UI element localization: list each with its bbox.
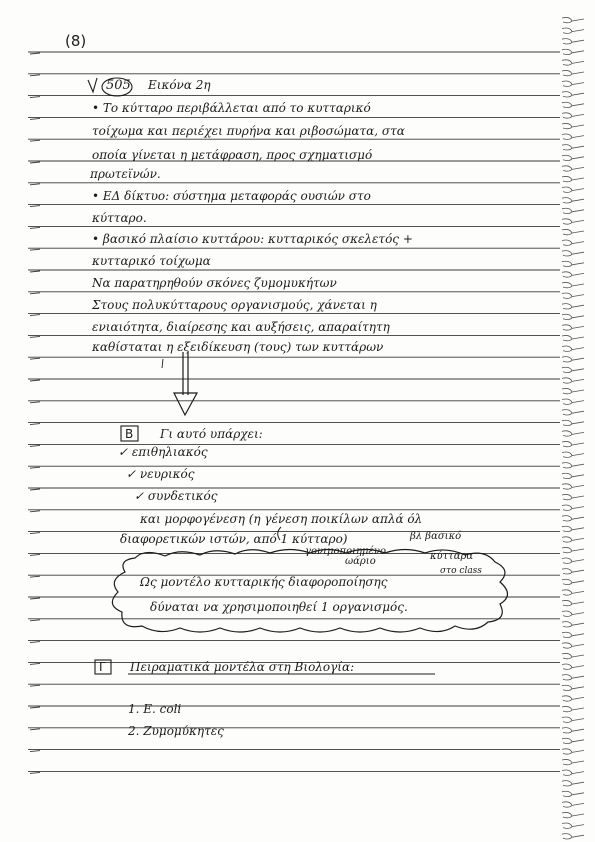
annotation: ωάριο (345, 556, 376, 567)
spiral-ring (562, 516, 584, 521)
spiral-ring (562, 675, 584, 680)
spiral-ring (562, 60, 584, 65)
margin-tick (30, 554, 40, 555)
spiral-ring (562, 102, 584, 107)
spiral-ring (562, 229, 584, 234)
spiral-ring (562, 664, 584, 669)
cloud-line: δύναται να χρησιμοποιηθεί 1 οργανισμός. (150, 600, 408, 614)
section-c-heading: Πειραματικά μοντέλα στη Βιολογία: (130, 660, 355, 674)
margin-tick (30, 576, 40, 577)
margin-tick (30, 511, 40, 512)
note-line: κυτταρικό τοίχωμα (92, 254, 211, 268)
note-line: και μορφογένεση (η γένεση ποικίλων απλά όλ (140, 512, 423, 526)
spiral-ring (562, 166, 584, 171)
spiral-ring (562, 314, 584, 319)
spiral-ring (562, 70, 584, 75)
list-item: 1. E. coli (128, 702, 182, 716)
margin-tick (30, 380, 40, 381)
margin-tick (30, 729, 40, 730)
spiral-ring (562, 494, 584, 499)
spiral-ring (562, 569, 584, 574)
spiral-ring (562, 378, 584, 383)
spiral-ring (562, 622, 584, 627)
note-line: ενιαιότητα, διαίρεσης και αυξήσεις, απαραίτητη (92, 320, 390, 334)
spiral-ring (562, 219, 584, 224)
margin-tick (30, 336, 40, 337)
spiral-ring (562, 399, 584, 404)
margin-tick (30, 118, 40, 119)
spiral-ring (562, 463, 584, 468)
annotation: στο class (440, 566, 482, 576)
note-line: διαφορετικών ιστών, από 1 κύτταρο) (120, 532, 348, 546)
spiral-ring (562, 749, 584, 754)
spiral-ring (562, 49, 584, 54)
spiral-ring (562, 770, 584, 775)
section-b-label: Β (125, 427, 134, 441)
spiral-ring (562, 526, 584, 531)
spiral-ring (562, 431, 584, 436)
spiral-ring (562, 113, 584, 118)
spiral-ring (562, 155, 584, 160)
spiral-ring (562, 600, 584, 605)
note-line: τοίχωμα και περιέχει πυρήνα και ριβοσώματα, στα (92, 124, 405, 138)
margin-tick (30, 293, 40, 294)
margin-tick (30, 424, 40, 425)
margin-tick (30, 598, 40, 599)
spiral-ring (562, 632, 584, 637)
spiral-ring (562, 812, 584, 817)
margin-tick (30, 97, 40, 98)
spiral-ring (562, 823, 584, 828)
margin-tick (30, 162, 40, 163)
margin-tick (30, 315, 40, 316)
cloud-line: Ως μοντέλο κυτταρικής διαφοροποίησης (140, 575, 388, 589)
spiral-ring (562, 696, 584, 701)
spiral-ring (562, 579, 584, 584)
margin-tick (30, 751, 40, 752)
spiral-ring (562, 484, 584, 489)
spiral-ring (562, 81, 584, 86)
spiral-ring (562, 145, 584, 150)
note-line: • Το κύτταρο περιβάλλεται από το κυτταρικό (92, 101, 371, 115)
spiral-ring (562, 261, 584, 266)
list-item: ✓ επιθηλιακός (118, 445, 208, 459)
list-item: 2. Ζυμομύκητες (128, 724, 224, 738)
spiral-ring (562, 325, 584, 330)
margin-tick (30, 227, 40, 228)
spiral-ring (562, 611, 584, 616)
spiral-ring (562, 208, 584, 213)
margin-tick (30, 772, 40, 773)
margin-tick (30, 184, 40, 185)
margin-tick (30, 445, 40, 446)
note-line: Στους πολυκύτταρους οργανισμούς, χάνεται η (92, 298, 377, 312)
note-line: πρωτεϊνών. (90, 167, 161, 181)
margin-tick (30, 271, 40, 272)
spiral-ring (562, 240, 584, 245)
margin-tick (30, 620, 40, 621)
spiral-ring (562, 452, 584, 457)
spiral-ring (562, 92, 584, 97)
spiral-ring (562, 293, 584, 298)
spiral-ring (562, 791, 584, 796)
margin-tick (30, 685, 40, 686)
note-line: οποία γίνεται η μετάφραση, προς σχηματισμό (92, 148, 373, 162)
spiral-ring (562, 39, 584, 44)
spiral-ring (562, 802, 584, 807)
spiral-ring (562, 282, 584, 287)
figure-ref: Εικόνα 2η (148, 78, 211, 92)
down-arrow-icon (174, 352, 197, 415)
annotation: γονιμοποιημένο (305, 546, 386, 557)
spiral-ring (562, 187, 584, 192)
spiral-ring (562, 505, 584, 510)
spiral-ring (562, 346, 584, 351)
spiral-ring (562, 17, 584, 22)
spiral-ring (562, 272, 584, 277)
margin-tick (30, 140, 40, 141)
spiral-ring (562, 420, 584, 425)
spiral-ring (562, 590, 584, 595)
spiral-ring (562, 473, 584, 478)
margin-tick (30, 642, 40, 643)
margin-tick (30, 53, 40, 54)
margin-tick (30, 75, 40, 76)
spiral-ring (562, 410, 584, 415)
spiral-ring (562, 685, 584, 690)
spiral-ring (562, 706, 584, 711)
spiral-ring (562, 123, 584, 128)
margin-tick (30, 249, 40, 250)
margin-tick (30, 533, 40, 534)
note-line: • ΕΔ δίκτυο: σύστημα μεταφοράς ουσιών στο (92, 189, 371, 203)
note-line: καθίσταται η εξειδίκευση (τους) των κυττάρων (92, 340, 384, 354)
spiral-ring (562, 335, 584, 340)
spiral-ring (562, 367, 584, 372)
spiral-ring (562, 176, 584, 181)
spiral-ring (562, 198, 584, 203)
margin-tick (30, 467, 40, 468)
spiral-ring (562, 28, 584, 33)
list-item: ✓ νευρικός (126, 467, 195, 481)
note-line: • βασικό πλαίσιο κυττάρου: κυτταρικός σκελετός + (92, 232, 413, 246)
annotation: βλ βασικό (410, 531, 462, 542)
spiral-ring (562, 834, 584, 839)
spiral-ring (562, 441, 584, 446)
note-line: κύτταρο. (92, 211, 147, 225)
margin-checkmark (88, 78, 97, 92)
spiral-ring (562, 653, 584, 658)
spiral-ring (562, 357, 584, 362)
margin-tick (30, 206, 40, 207)
margin-tick (30, 707, 40, 708)
spiral-ring (562, 759, 584, 764)
margin-tick (30, 402, 40, 403)
spiral-ring (562, 537, 584, 542)
spiral-ring (562, 643, 584, 648)
spiral-ring (562, 251, 584, 256)
spiral-ring (562, 558, 584, 563)
spiral-ring (562, 388, 584, 393)
section-b-heading: Γι αυτό υπάρχει: (160, 427, 263, 441)
margin-tick (30, 489, 40, 490)
note-line: Να παρατηρηθούν σκόνες ζυμομυκήτων (92, 276, 337, 290)
list-item: ✓ συνδετικός (134, 489, 218, 503)
spiral-ring (562, 304, 584, 309)
spiral-ring (562, 717, 584, 722)
margin-tick (30, 358, 40, 359)
annotation: κύτταρα (430, 551, 474, 562)
spiral-ring (562, 547, 584, 552)
section-c-label: Γ (99, 660, 106, 674)
spiral-ring (562, 134, 584, 139)
spiral-ring (562, 738, 584, 743)
page-number: (8) (65, 32, 87, 50)
margin-tick (30, 663, 40, 664)
page-ref: 505 (106, 78, 131, 93)
spiral-ring (562, 781, 584, 786)
spiral-ring (562, 728, 584, 733)
